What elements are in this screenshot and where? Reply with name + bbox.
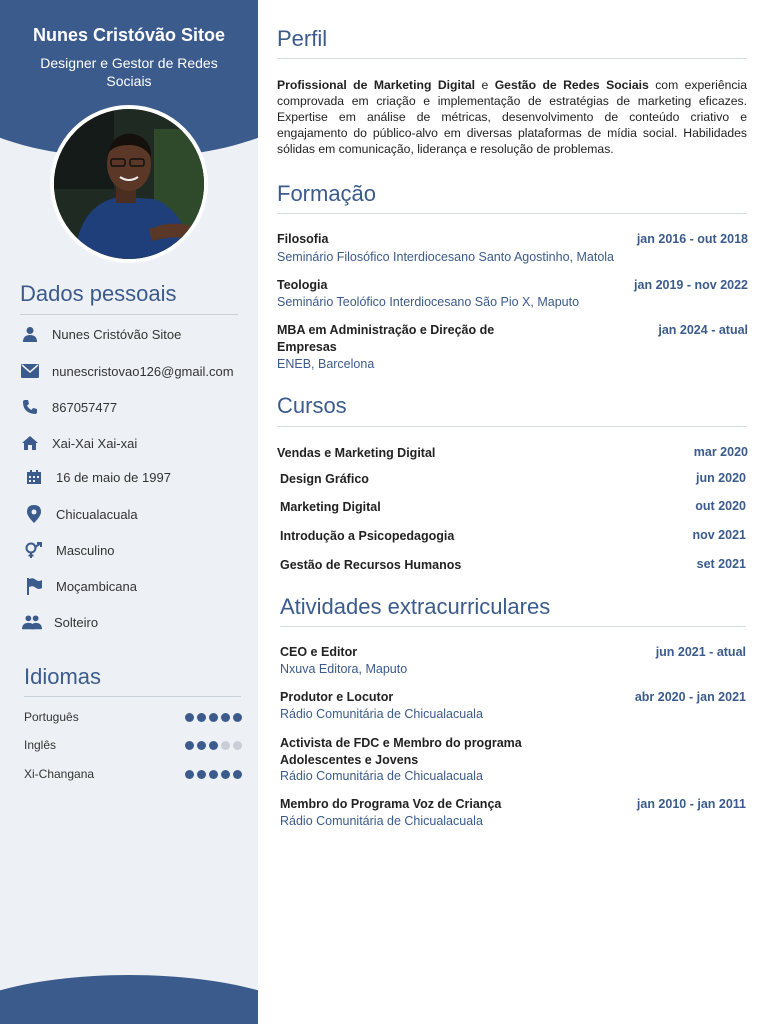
level-dot-filled (185, 713, 194, 722)
activity-title: Activista de FDC e Membro do programa Adolescentes e Jovens (280, 736, 522, 767)
language-name: Inglês (24, 738, 57, 752)
course-title: Gestão de Recursos Humanos (280, 558, 462, 572)
profile-text: com experiência comprovada em criação e implementação de estratégias de marketing eficazes. Expertise em análise de métricas, desenvolvimento de conteúdo criativo e engajamento do público-alvo em diversas plataformas de mídia social. Habilidades sólidas em comunicação, liderança e resolução de problemas. (277, 78, 747, 156)
course-date: jun 2020 (695, 471, 746, 485)
activity-title: Membro do Programa Voz de Criança (280, 797, 502, 811)
activity-place: Nxuva Editora, Maputo (280, 662, 408, 676)
sidebar-footer-shape (0, 975, 258, 1024)
personal-email-item[interactable] (20, 361, 234, 381)
activities-title: Atividades extracurriculares (280, 594, 551, 619)
education-entry-date: jan 2019 - nov 2022 (634, 278, 748, 292)
education-entry-place: Seminário Filosófico Interdiocesano Santo Agostinho, Matola (277, 250, 614, 264)
education-divider (277, 213, 747, 214)
level-dot-filled (197, 770, 206, 779)
level-dot-empty (221, 741, 230, 750)
language-name: Português (24, 710, 79, 724)
language-row (24, 767, 242, 781)
calendar-icon (24, 467, 44, 487)
language-level-dots (185, 770, 242, 779)
personal-item-text: Masculino (56, 542, 115, 558)
activity-date: jan 2010 - jan 2011 (636, 797, 746, 811)
activities-divider (280, 626, 746, 627)
person-name: Nunes Cristóvão Sitoe (32, 25, 226, 45)
personal-nationality-item (24, 576, 137, 596)
personal-item-text: Moçambicana (56, 578, 137, 594)
personal-data-divider (20, 314, 238, 315)
level-dot-filled (233, 770, 242, 779)
activity-date: jun 2021 - atual (655, 645, 746, 659)
level-dot-filled (221, 770, 230, 779)
user-icon (20, 324, 40, 344)
personal-item-text: 867057477 (52, 399, 118, 415)
gender-icon (24, 540, 44, 560)
person-role: Designer e Gestor de Redes Sociais (40, 55, 218, 89)
users-icon (22, 612, 42, 632)
course-date: nov 2021 (692, 528, 746, 542)
profile-bold-1: Profissional de Marketing Digital (277, 78, 476, 92)
language-name: Xi-Changana (24, 767, 95, 781)
level-dot-filled (233, 713, 242, 722)
language-row (24, 710, 242, 724)
education-entry-title: MBA em Administração e Direção de Empresas (277, 323, 495, 354)
language-level-dots (185, 713, 242, 722)
level-dot-filled (209, 741, 218, 750)
courses-title: Cursos (277, 393, 347, 418)
personal-item-text: nunescristovao126@gmail.com (52, 363, 234, 379)
course-title: Introdução a Psicopedagogia (280, 529, 455, 543)
education-entry-place: ENEB, Barcelona (277, 357, 375, 371)
languages-divider (24, 696, 241, 697)
course-date: set 2021 (696, 557, 746, 571)
phone-icon (20, 397, 40, 417)
profile-bold-2: Gestão de Redes Sociais (494, 78, 649, 92)
personal-birthdate-item (24, 467, 171, 487)
personal-gender-item (24, 540, 115, 560)
level-dot-filled (209, 770, 218, 779)
language-row (24, 738, 242, 752)
activity-place: Rádio Comunitária de Chicualacuala (280, 707, 483, 721)
profile-divider (277, 58, 747, 59)
location-pin-icon (24, 504, 44, 524)
flag-icon (24, 576, 44, 596)
profile-photo (50, 105, 208, 263)
main-content (258, 0, 768, 1024)
education-entry-date: jan 2016 - out 2018 (636, 232, 748, 246)
activity-title: CEO e Editor (280, 645, 358, 659)
profile-summary (277, 77, 747, 157)
level-dot-filled (185, 770, 194, 779)
language-level-dots (185, 741, 242, 750)
personal-item-text: Nunes Cristóvão Sitoe (52, 326, 182, 342)
level-dot-empty (233, 741, 242, 750)
course-title: Marketing Digital (280, 500, 381, 514)
education-entry-date: jan 2024 - atual (658, 323, 748, 337)
education-entry-title: Teologia (277, 278, 328, 292)
personal-item-text: 16 de maio de 1997 (56, 469, 171, 485)
course-date: mar 2020 (693, 445, 748, 459)
level-dot-filled (197, 713, 206, 722)
personal-item-text: Chicualacuala (56, 506, 138, 522)
sidebar (0, 0, 258, 1024)
personal-birthplace-item (24, 504, 138, 524)
activity-title: Produtor e Locutor (280, 690, 394, 704)
profile-connector: e (475, 78, 495, 92)
education-title: Formação (277, 181, 377, 206)
level-dot-filled (197, 741, 206, 750)
home-icon (20, 433, 40, 453)
level-dot-filled (185, 741, 194, 750)
activity-place: Rádio Comunitária de Chicualacuala (280, 814, 483, 828)
languages-title: Idiomas (24, 664, 102, 689)
activity-date: abr 2020 - jan 2021 (634, 690, 746, 704)
education-entry-place: Seminário Teolófico Interdiocesano São Pio X, Maputo (277, 295, 580, 309)
personal-marital-item (22, 612, 98, 632)
course-title: Vendas e Marketing Digital (277, 446, 436, 460)
personal-address-item (20, 433, 137, 453)
personal-data-title: Dados pessoais (20, 281, 177, 306)
level-dot-filled (221, 713, 230, 722)
activity-place: Rádio Comunitária de Chicualacuala (280, 769, 483, 783)
personal-item-text: Xai-Xai Xai-xai (52, 435, 138, 451)
envelope-icon (20, 361, 40, 381)
course-title: Design Gráfico (280, 472, 369, 486)
personal-phone-item[interactable] (20, 397, 117, 417)
level-dot-filled (209, 713, 218, 722)
personal-name-item (20, 324, 181, 344)
course-date: out 2020 (695, 499, 746, 513)
personal-item-text: Solteiro (54, 614, 99, 630)
person-photo-icon (54, 109, 204, 259)
courses-divider (277, 426, 747, 427)
profile-title: Perfil (277, 26, 328, 51)
education-entry-title: Filosofia (277, 232, 329, 246)
